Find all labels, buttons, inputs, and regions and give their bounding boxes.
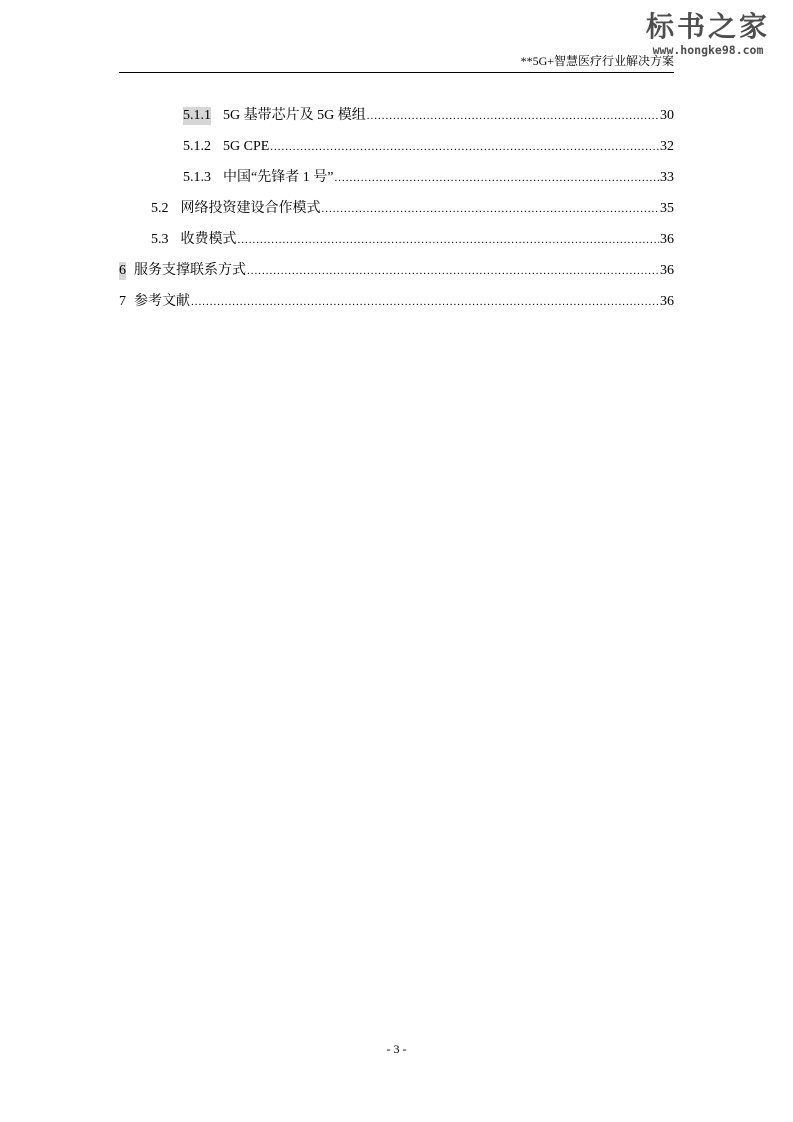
toc-title: 参考文献 (134, 293, 190, 309)
toc-entry-5-3[interactable] (119, 224, 674, 255)
watermark-title: 标书之家 (645, 10, 770, 43)
toc-leader-dots (334, 169, 659, 187)
toc-number: 6 (119, 262, 126, 278)
table-of-contents (119, 100, 674, 317)
toc-entry-7[interactable] (119, 286, 674, 317)
toc-entry-5-1-3[interactable] (119, 162, 674, 193)
toc-number: 5.2 (151, 200, 169, 216)
toc-leader-dots (238, 231, 660, 249)
toc-leader-dots (247, 262, 659, 280)
toc-title: 5G 基带芯片及 5G 模组 (223, 107, 366, 123)
toc-entry-5-2[interactable] (119, 193, 674, 224)
toc-page-number: 36 (660, 262, 674, 278)
toc-page-number: 36 (660, 231, 674, 247)
toc-page-number: 36 (660, 293, 674, 309)
toc-entry-5-1-1[interactable] (119, 100, 674, 131)
toc-leader-dots (191, 293, 659, 311)
toc-number: 5.3 (151, 231, 169, 247)
toc-entry-5-1-2[interactable] (119, 131, 674, 162)
toc-page-number: 33 (660, 169, 674, 185)
header-title: **5G+智慧医疗行业解决方案 (520, 54, 674, 68)
toc-number: 5.1.3 (183, 169, 211, 185)
toc-number: 7 (119, 293, 126, 309)
toc-title: 5G CPE (223, 138, 270, 154)
watermark-url: www.hongke98.com (652, 43, 764, 57)
toc-title: 服务支撑联系方式 (134, 262, 246, 278)
toc-leader-dots (270, 138, 659, 156)
toc-number: 5.1.2 (183, 138, 211, 154)
toc-page-number: 35 (660, 200, 674, 216)
toc-entry-6[interactable] (119, 255, 674, 286)
toc-title: 收费模式 (180, 231, 237, 247)
header-rule (119, 72, 674, 73)
toc-leader-dots (322, 200, 660, 218)
page-number: - 3 - (386, 1042, 407, 1056)
toc-number: 5.1.1 (183, 107, 211, 123)
toc-title: 中国“先锋者 1 号” (223, 169, 334, 185)
toc-page-number: 32 (660, 138, 674, 154)
toc-leader-dots (367, 107, 659, 125)
watermark-logo (628, 10, 788, 57)
toc-title: 网络投资建设合作模式 (180, 200, 321, 216)
toc-page-number: 30 (660, 107, 674, 123)
